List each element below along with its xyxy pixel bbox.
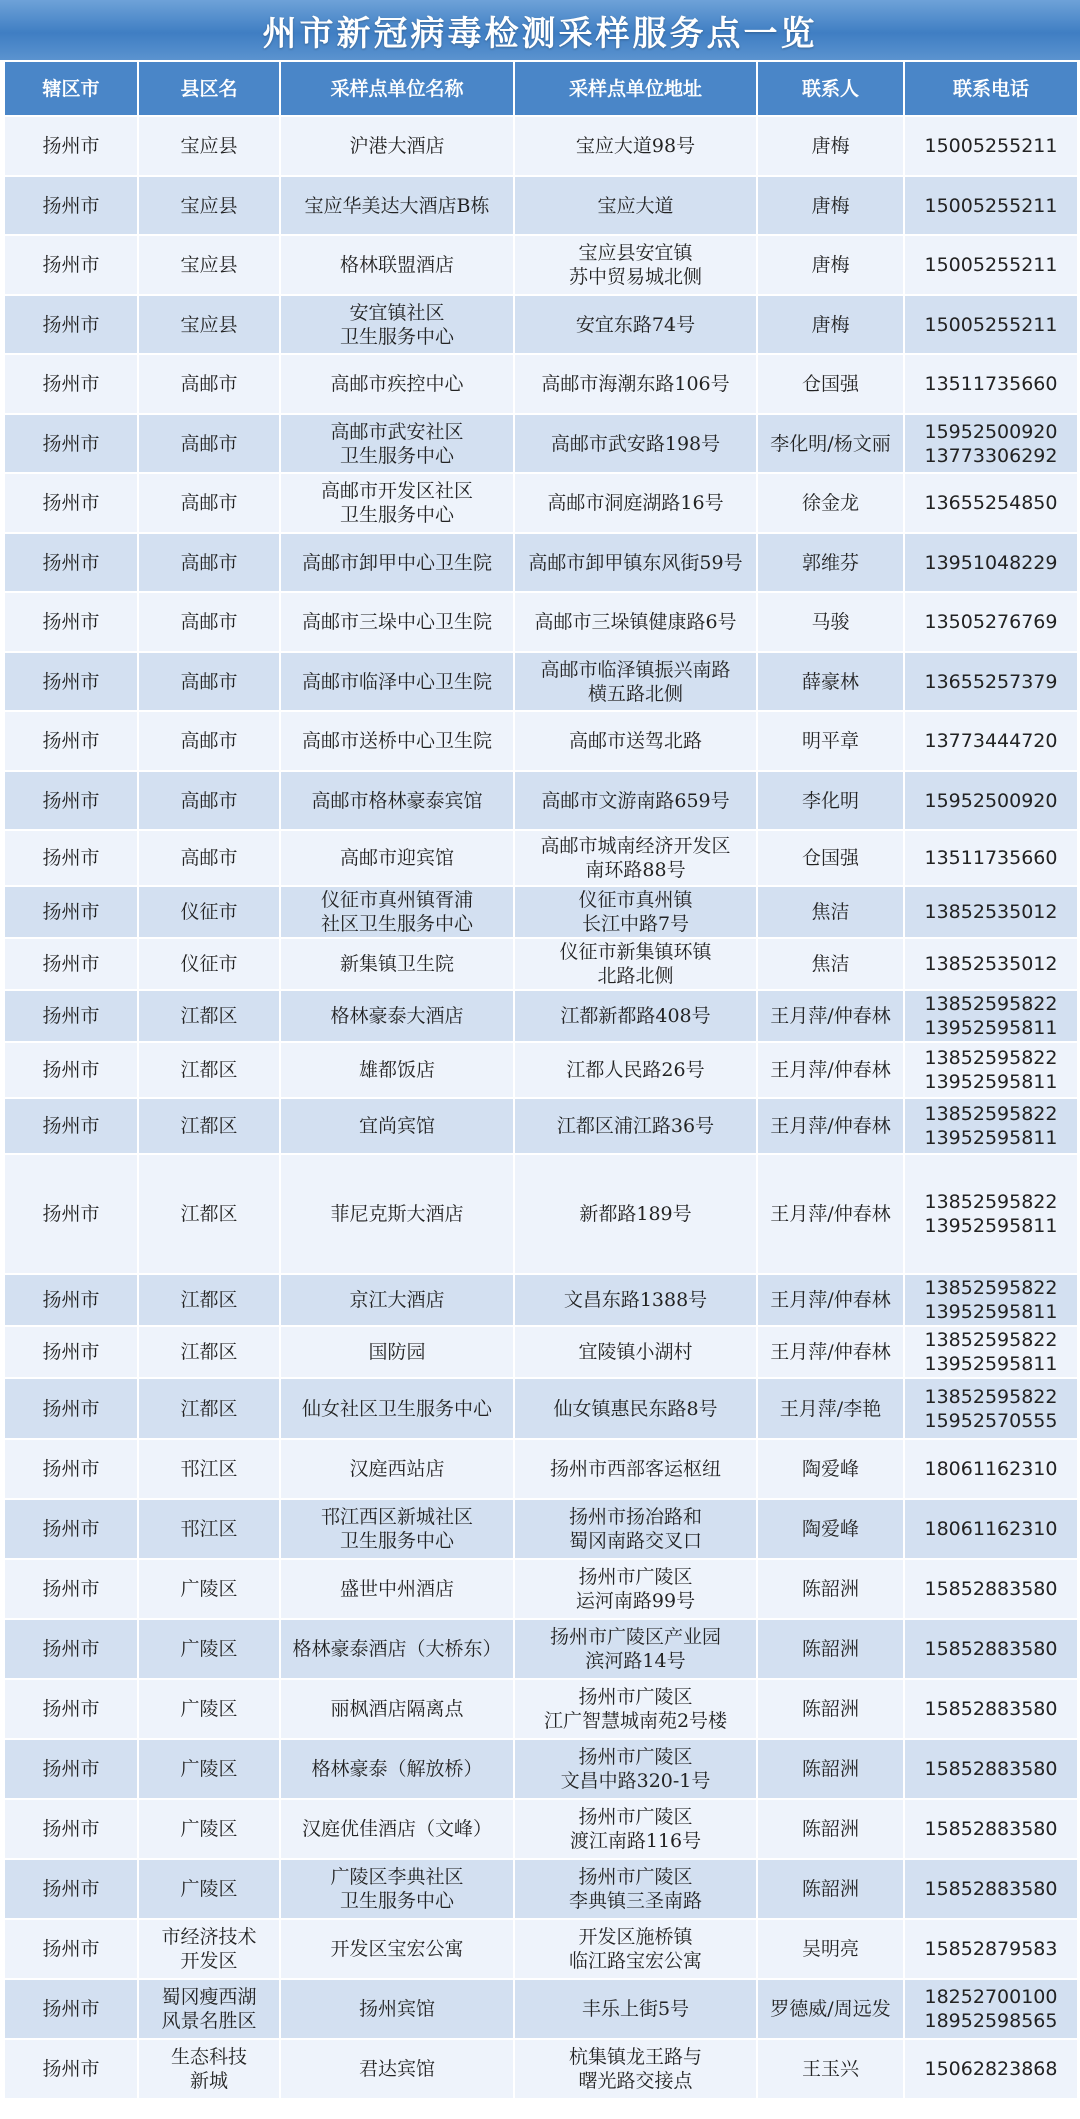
- cell-phone: 13655257379: [904, 652, 1078, 711]
- cell-district: 生态科技 新城: [138, 2039, 280, 2099]
- cell-phone: 13511735660: [904, 830, 1078, 886]
- cell-site-address: 高邮市武安路198号: [514, 414, 757, 473]
- cell-phone: 13852595822 13952595811: [904, 990, 1078, 1042]
- cell-phone: 15852883580: [904, 1859, 1078, 1919]
- cell-district: 蜀冈瘦西湖 风景名胜区: [138, 1979, 280, 2039]
- cell-site-name: 高邮市卸甲中心卫生院: [280, 533, 514, 592]
- cell-site-name: 开发区宝宏公寓: [280, 1919, 514, 1979]
- page-title: 州市新冠病毒检测采样服务点一览: [262, 13, 818, 54]
- cell-contact: 王月萍/仲春林: [757, 1154, 904, 1274]
- cell-phone: 15005255211: [904, 116, 1078, 176]
- cell-contact: 焦洁: [757, 938, 904, 990]
- cell-site-address: 高邮市三垛镇健康路6号: [514, 592, 757, 652]
- cell-site-address: 江都新都路408号: [514, 990, 757, 1042]
- cell-contact: 陈韶洲: [757, 1799, 904, 1859]
- cell-district: 广陵区: [138, 1619, 280, 1679]
- table-row: [4, 1799, 1078, 1859]
- cell-site-address: 安宜东路74号: [514, 295, 757, 354]
- cell-city: 扬州市: [4, 1154, 138, 1274]
- cell-phone: 13852595822 13952595811: [904, 1098, 1078, 1154]
- cell-site-name: 汉庭优佳酒店（文峰）: [280, 1799, 514, 1859]
- table-row: [4, 2039, 1078, 2099]
- cell-site-address: 宝应大道: [514, 176, 757, 235]
- cell-phone: 13852595822 13952595811: [904, 1154, 1078, 1274]
- cell-contact: 陈韶洲: [757, 1739, 904, 1799]
- cell-district: 宝应县: [138, 235, 280, 295]
- cell-site-address: 宜陵镇小湖村: [514, 1326, 757, 1378]
- cell-site-address: 仙女镇惠民东路8号: [514, 1378, 757, 1439]
- cell-district: 高邮市: [138, 473, 280, 533]
- cell-district: 江都区: [138, 1098, 280, 1154]
- cell-district: 高邮市: [138, 771, 280, 830]
- cell-site-name: 盛世中州酒店: [280, 1559, 514, 1619]
- cell-district: 仪征市: [138, 938, 280, 990]
- cell-district: 宝应县: [138, 295, 280, 354]
- cell-site-name: 格林豪泰酒店（大桥东）: [280, 1619, 514, 1679]
- cell-phone: 15852879583: [904, 1919, 1078, 1979]
- cell-contact: 罗德威/周远发: [757, 1979, 904, 2039]
- cell-city: 扬州市: [4, 1919, 138, 1979]
- cell-contact: 陈韶洲: [757, 1859, 904, 1919]
- cell-contact: 陈韶洲: [757, 1559, 904, 1619]
- cell-city: 扬州市: [4, 1098, 138, 1154]
- cell-phone: 13852595822 15952570555: [904, 1378, 1078, 1439]
- cell-district: 江都区: [138, 1274, 280, 1326]
- cell-contact: 王玉兴: [757, 2039, 904, 2099]
- cell-contact: 王月萍/仲春林: [757, 1098, 904, 1154]
- cell-city: 扬州市: [4, 830, 138, 886]
- cell-contact: 陶爱峰: [757, 1499, 904, 1559]
- cell-site-name: 安宜镇社区 卫生服务中心: [280, 295, 514, 354]
- cell-city: 扬州市: [4, 235, 138, 295]
- cell-contact: 李化明: [757, 771, 904, 830]
- cell-district: 广陵区: [138, 1859, 280, 1919]
- cell-city: 扬州市: [4, 711, 138, 771]
- cell-city: 扬州市: [4, 592, 138, 652]
- cell-site-name: 广陵区李典社区 卫生服务中心: [280, 1859, 514, 1919]
- table-row: [4, 414, 1078, 473]
- cell-site-address: 江都区浦江路36号: [514, 1098, 757, 1154]
- cell-site-name: 高邮市疾控中心: [280, 354, 514, 414]
- cell-phone: 18252700100 18952598565: [904, 1979, 1078, 2039]
- cell-phone: 13852535012: [904, 938, 1078, 990]
- cell-site-name: 京江大酒店: [280, 1274, 514, 1326]
- cell-district: 江都区: [138, 1042, 280, 1098]
- cell-site-name: 君达宾馆: [280, 2039, 514, 2099]
- cell-site-name: 邗江西区新城社区 卫生服务中心: [280, 1499, 514, 1559]
- cell-site-address: 宝应大道98号: [514, 116, 757, 176]
- cell-site-name: 高邮市临泽中心卫生院: [280, 652, 514, 711]
- cell-site-name: 高邮市三垛中心卫生院: [280, 592, 514, 652]
- cell-district: 邗江区: [138, 1499, 280, 1559]
- cell-contact: 陈韶洲: [757, 1679, 904, 1739]
- cell-site-address: 文昌东路1388号: [514, 1274, 757, 1326]
- cell-city: 扬州市: [4, 1559, 138, 1619]
- table-row: [4, 1042, 1078, 1098]
- table-row: [4, 473, 1078, 533]
- cell-city: 扬州市: [4, 1274, 138, 1326]
- column-header-city: 辖区市: [4, 61, 138, 116]
- cell-district: 高邮市: [138, 533, 280, 592]
- cell-site-address: 新都路189号: [514, 1154, 757, 1274]
- cell-city: 扬州市: [4, 1679, 138, 1739]
- table-row: [4, 354, 1078, 414]
- cell-district: 广陵区: [138, 1559, 280, 1619]
- cell-phone: 15852883580: [904, 1799, 1078, 1859]
- cell-district: 广陵区: [138, 1679, 280, 1739]
- table-row: [4, 1739, 1078, 1799]
- table-row: [4, 295, 1078, 354]
- cell-phone: 13505276769: [904, 592, 1078, 652]
- table-row: [4, 1326, 1078, 1378]
- cell-district: 宝应县: [138, 176, 280, 235]
- cell-district: 高邮市: [138, 354, 280, 414]
- cell-district: 广陵区: [138, 1799, 280, 1859]
- cell-contact: 吴明亮: [757, 1919, 904, 1979]
- cell-site-address: 扬州市广陵区 渡江南路116号: [514, 1799, 757, 1859]
- table-row: [4, 1439, 1078, 1499]
- cell-site-address: 扬州市扬冶路和 蜀冈南路交叉口: [514, 1499, 757, 1559]
- cell-site-address: 宝应县安宜镇 苏中贸易城北侧: [514, 235, 757, 295]
- cell-district: 江都区: [138, 1378, 280, 1439]
- table-row: [4, 235, 1078, 295]
- table-row: [4, 1619, 1078, 1679]
- column-header-site-name: 采样点单位名称: [280, 61, 514, 116]
- cell-contact: 唐梅: [757, 235, 904, 295]
- cell-city: 扬州市: [4, 990, 138, 1042]
- cell-city: 扬州市: [4, 938, 138, 990]
- column-header-contact: 联系人: [757, 61, 904, 116]
- cell-city: 扬州市: [4, 886, 138, 938]
- cell-site-name: 新集镇卫生院: [280, 938, 514, 990]
- cell-city: 扬州市: [4, 473, 138, 533]
- cell-city: 扬州市: [4, 414, 138, 473]
- cell-site-address: 高邮市洞庭湖路16号: [514, 473, 757, 533]
- cell-contact: 李化明/杨文丽: [757, 414, 904, 473]
- cell-city: 扬州市: [4, 1378, 138, 1439]
- cell-phone: 15062823868: [904, 2039, 1078, 2099]
- cell-site-name: 格林联盟酒店: [280, 235, 514, 295]
- cell-phone: 13655254850: [904, 473, 1078, 533]
- cell-site-address: 高邮市临泽镇振兴南路 横五路北侧: [514, 652, 757, 711]
- cell-site-address: 杭集镇龙王路与 曙光路交接点: [514, 2039, 757, 2099]
- cell-district: 仪征市: [138, 886, 280, 938]
- title-banner: [0, 0, 1080, 60]
- cell-contact: 王月萍/仲春林: [757, 1274, 904, 1326]
- cell-site-name: 格林豪泰（解放桥）: [280, 1739, 514, 1799]
- cell-site-name: 汉庭西站店: [280, 1439, 514, 1499]
- cell-district: 高邮市: [138, 414, 280, 473]
- cell-phone: 13852595822 13952595811: [904, 1326, 1078, 1378]
- table-row: [4, 1378, 1078, 1439]
- table-row: [4, 1679, 1078, 1739]
- cell-city: 扬州市: [4, 533, 138, 592]
- cell-district: 江都区: [138, 1326, 280, 1378]
- cell-contact: 焦洁: [757, 886, 904, 938]
- cell-phone: 13852595822 13952595811: [904, 1274, 1078, 1326]
- cell-site-name: 高邮市迎宾馆: [280, 830, 514, 886]
- cell-city: 扬州市: [4, 1499, 138, 1559]
- cell-city: 扬州市: [4, 771, 138, 830]
- cell-city: 扬州市: [4, 1859, 138, 1919]
- cell-contact: 徐金龙: [757, 473, 904, 533]
- cell-district: 高邮市: [138, 652, 280, 711]
- table-row: [4, 711, 1078, 771]
- cell-district: 江都区: [138, 1154, 280, 1274]
- cell-city: 扬州市: [4, 116, 138, 176]
- cell-site-name: 沪港大酒店: [280, 116, 514, 176]
- cell-contact: 明平章: [757, 711, 904, 771]
- table-row: [4, 1979, 1078, 2039]
- table-row: [4, 116, 1078, 176]
- table-row: [4, 990, 1078, 1042]
- cell-site-address: 仪征市真州镇 长江中路7号: [514, 886, 757, 938]
- cell-district: 邗江区: [138, 1439, 280, 1499]
- cell-city: 扬州市: [4, 1799, 138, 1859]
- cell-district: 市经济技术 开发区: [138, 1919, 280, 1979]
- cell-site-name: 国防园: [280, 1326, 514, 1378]
- cell-site-address: 高邮市海潮东路106号: [514, 354, 757, 414]
- cell-site-name: 高邮市武安社区 卫生服务中心: [280, 414, 514, 473]
- cell-phone: 18061162310: [904, 1499, 1078, 1559]
- cell-site-name: 高邮市格林豪泰宾馆: [280, 771, 514, 830]
- cell-site-address: 高邮市文游南路659号: [514, 771, 757, 830]
- cell-city: 扬州市: [4, 1042, 138, 1098]
- table-row: [4, 886, 1078, 938]
- cell-city: 扬州市: [4, 354, 138, 414]
- cell-site-address: 江都人民路26号: [514, 1042, 757, 1098]
- cell-city: 扬州市: [4, 1439, 138, 1499]
- cell-phone: 15852883580: [904, 1739, 1078, 1799]
- table-row: [4, 938, 1078, 990]
- column-header-phone: 联系电话: [904, 61, 1078, 116]
- cell-contact: 唐梅: [757, 176, 904, 235]
- cell-district: 高邮市: [138, 830, 280, 886]
- table-row: [4, 1274, 1078, 1326]
- cell-site-address: 扬州市广陵区 文昌中路320-1号: [514, 1739, 757, 1799]
- cell-phone: 15005255211: [904, 295, 1078, 354]
- cell-phone: 13951048229: [904, 533, 1078, 592]
- cell-site-name: 格林豪泰大酒店: [280, 990, 514, 1042]
- cell-district: 江都区: [138, 990, 280, 1042]
- cell-site-address: 高邮市送驾北路: [514, 711, 757, 771]
- cell-phone: 13852595822 13952595811: [904, 1042, 1078, 1098]
- cell-contact: 王月萍/仲春林: [757, 1326, 904, 1378]
- cell-district: 高邮市: [138, 592, 280, 652]
- cell-phone: 13852535012: [904, 886, 1078, 938]
- cell-site-name: 扬州宾馆: [280, 1979, 514, 2039]
- cell-contact: 王月萍/李艳: [757, 1378, 904, 1439]
- cell-city: 扬州市: [4, 1979, 138, 2039]
- table-row: [4, 1499, 1078, 1559]
- sampling-sites-table: [3, 60, 1079, 2100]
- cell-site-address: 扬州市广陵区 江广智慧城南苑2号楼: [514, 1679, 757, 1739]
- cell-phone: 15852883580: [904, 1679, 1078, 1739]
- cell-contact: 陶爱峰: [757, 1439, 904, 1499]
- column-header-district: 县区名: [138, 61, 280, 116]
- cell-contact: 郭维芬: [757, 533, 904, 592]
- cell-phone: 13773444720: [904, 711, 1078, 771]
- cell-site-name: 宜尚宾馆: [280, 1098, 514, 1154]
- table-row: [4, 176, 1078, 235]
- table-row: [4, 652, 1078, 711]
- cell-phone: 15952500920: [904, 771, 1078, 830]
- table-row: [4, 1098, 1078, 1154]
- table-header-row: [4, 61, 1078, 116]
- cell-site-name: 仙女社区卫生服务中心: [280, 1378, 514, 1439]
- cell-phone: 15005255211: [904, 235, 1078, 295]
- cell-contact: 仓国强: [757, 830, 904, 886]
- table-row: [4, 771, 1078, 830]
- cell-city: 扬州市: [4, 295, 138, 354]
- table-row: [4, 1154, 1078, 1274]
- cell-phone: 15005255211: [904, 176, 1078, 235]
- table-row: [4, 1559, 1078, 1619]
- cell-city: 扬州市: [4, 1739, 138, 1799]
- table-body: [4, 116, 1078, 2099]
- cell-contact: 薛豪林: [757, 652, 904, 711]
- cell-district: 广陵区: [138, 1739, 280, 1799]
- column-header-site-address: 采样点单位地址: [514, 61, 757, 116]
- cell-contact: 唐梅: [757, 295, 904, 354]
- cell-site-address: 开发区施桥镇 临江路宝宏公寓: [514, 1919, 757, 1979]
- cell-site-name: 菲尼克斯大酒店: [280, 1154, 514, 1274]
- cell-contact: 陈韶洲: [757, 1619, 904, 1679]
- cell-district: 宝应县: [138, 116, 280, 176]
- cell-site-address: 高邮市城南经济开发区 南环路88号: [514, 830, 757, 886]
- cell-site-name: 雄都饭店: [280, 1042, 514, 1098]
- table-row: [4, 1859, 1078, 1919]
- cell-site-name: 仪征市真州镇胥浦 社区卫生服务中心: [280, 886, 514, 938]
- cell-site-address: 扬州市广陵区 运河南路99号: [514, 1559, 757, 1619]
- cell-city: 扬州市: [4, 1619, 138, 1679]
- cell-city: 扬州市: [4, 1326, 138, 1378]
- cell-phone: 15852883580: [904, 1559, 1078, 1619]
- cell-site-address: 仪征市新集镇环镇 北路北侧: [514, 938, 757, 990]
- cell-contact: 唐梅: [757, 116, 904, 176]
- cell-phone: 15952500920 13773306292: [904, 414, 1078, 473]
- cell-phone: 13511735660: [904, 354, 1078, 414]
- cell-phone: 15852883580: [904, 1619, 1078, 1679]
- cell-city: 扬州市: [4, 176, 138, 235]
- cell-city: 扬州市: [4, 652, 138, 711]
- cell-site-address: 高邮市卸甲镇东风街59号: [514, 533, 757, 592]
- cell-site-address: 丰乐上街5号: [514, 1979, 757, 2039]
- cell-site-name: 丽枫酒店隔离点: [280, 1679, 514, 1739]
- cell-contact: 王月萍/仲春林: [757, 1042, 904, 1098]
- cell-contact: 仓国强: [757, 354, 904, 414]
- cell-site-address: 扬州市广陵区产业园 滨河路14号: [514, 1619, 757, 1679]
- cell-contact: 王月萍/仲春林: [757, 990, 904, 1042]
- cell-site-name: 高邮市送桥中心卫生院: [280, 711, 514, 771]
- cell-site-address: 扬州市广陵区 李典镇三圣南路: [514, 1859, 757, 1919]
- cell-site-address: 扬州市西部客运枢纽: [514, 1439, 757, 1499]
- cell-city: 扬州市: [4, 2039, 138, 2099]
- table-row: [4, 830, 1078, 886]
- cell-site-name: 宝应华美达大酒店B栋: [280, 176, 514, 235]
- table-row: [4, 592, 1078, 652]
- table-row: [4, 533, 1078, 592]
- cell-contact: 马骏: [757, 592, 904, 652]
- table-row: [4, 1919, 1078, 1979]
- cell-site-name: 高邮市开发区社区 卫生服务中心: [280, 473, 514, 533]
- cell-phone: 18061162310: [904, 1439, 1078, 1499]
- cell-district: 高邮市: [138, 711, 280, 771]
